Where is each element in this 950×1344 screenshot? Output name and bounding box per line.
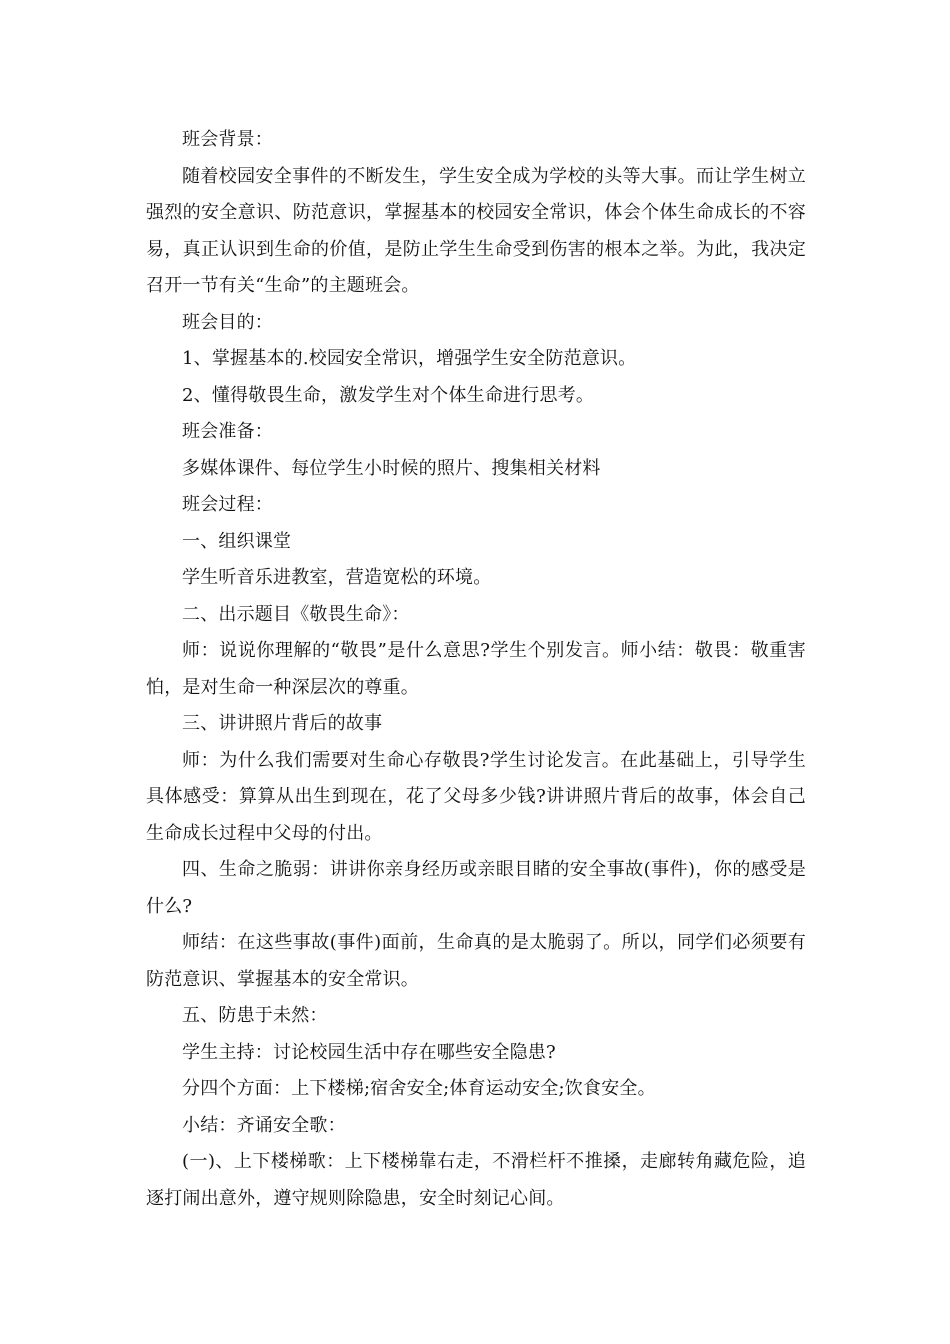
- heading-process: 班会过程：: [182, 494, 273, 515]
- process-step-4-text: 师结：在这些事故(事件)面前，生命真的是太脆弱了。所以，同学们必须要有防范意识、掌握基本的安全常识。: [146, 932, 806, 990]
- process-step-5-summary: 小结：齐诵安全歌：: [182, 1114, 346, 1136]
- heading-purpose: 班会目的：: [182, 311, 273, 333]
- process-step-5-aspects: 分四个方面：上下楼梯;宿舍安全;体育运动安全;饮食安全。: [182, 1078, 656, 1099]
- heading-preparation: 班会准备：: [182, 421, 273, 442]
- process-step-1: 一、组织课堂: [182, 530, 292, 552]
- purpose-item-2: 2、懂得敬畏生命，激发学生对个体生命进行思考。: [182, 384, 595, 406]
- process-step-1-text: 学生听音乐进教室，营造宽松的环境。: [182, 567, 492, 588]
- process-step-2: 二、出示题目《敬畏生命》：: [182, 603, 410, 625]
- paragraph-preparation: 多媒体课件、每位学生小时候的照片、搜集相关材料: [182, 457, 601, 479]
- document-page: [146, 122, 806, 1217]
- process-step-3-text: 师：为什么我们需要对生命心存敬畏?学生讨论发言。在此基础上，引导学生具体感受：算算从出生到现在，花了父母多少钱?讲讲照片背后的故事，体会自己生命成长过程中父母的付出。: [146, 749, 806, 844]
- process-step-5-host: 学生主持：讨论校园生活中存在哪些安全隐患?: [182, 1041, 556, 1063]
- process-step-3: 三、讲讲照片背后的故事: [182, 713, 383, 734]
- heading-background: 班会背景：: [182, 129, 273, 150]
- purpose-item-1: 1、掌握基本的.校园安全常识，增强学生安全防范意识。: [182, 348, 637, 369]
- process-step-2-text: 师：说说你理解的“敬畏”是什么意思?学生个别发言。师小结：敬畏：敬重害怕，是对生命一种深层次的尊重。: [146, 640, 806, 698]
- process-step-4: 四、生命之脆弱：讲讲你亲身经历或亲眼目睹的安全事故(事件)，你的感受是什么?: [146, 859, 806, 917]
- safety-song-stairs: (一)、上下楼梯歌：上下楼梯靠右走，不滑栏杆不推搡，走廊转角藏危险，追逐打闹出意外，遵守规则除隐患，安全时刻记心间。: [146, 1151, 806, 1209]
- process-step-5: 五、防患于未然：: [182, 1005, 328, 1026]
- paragraph-background: 随着校园安全事件的不断发生，学生安全成为学校的头等大事。而让学生树立强烈的安全意识、防范意识，掌握基本的校园安全常识，体会个体生命成长的不容易，真正认识到生命的价值，是防止学生生命受到伤害的根本之举。为此，我决定召开一节有关“生命”的主题班会。: [146, 165, 806, 296]
